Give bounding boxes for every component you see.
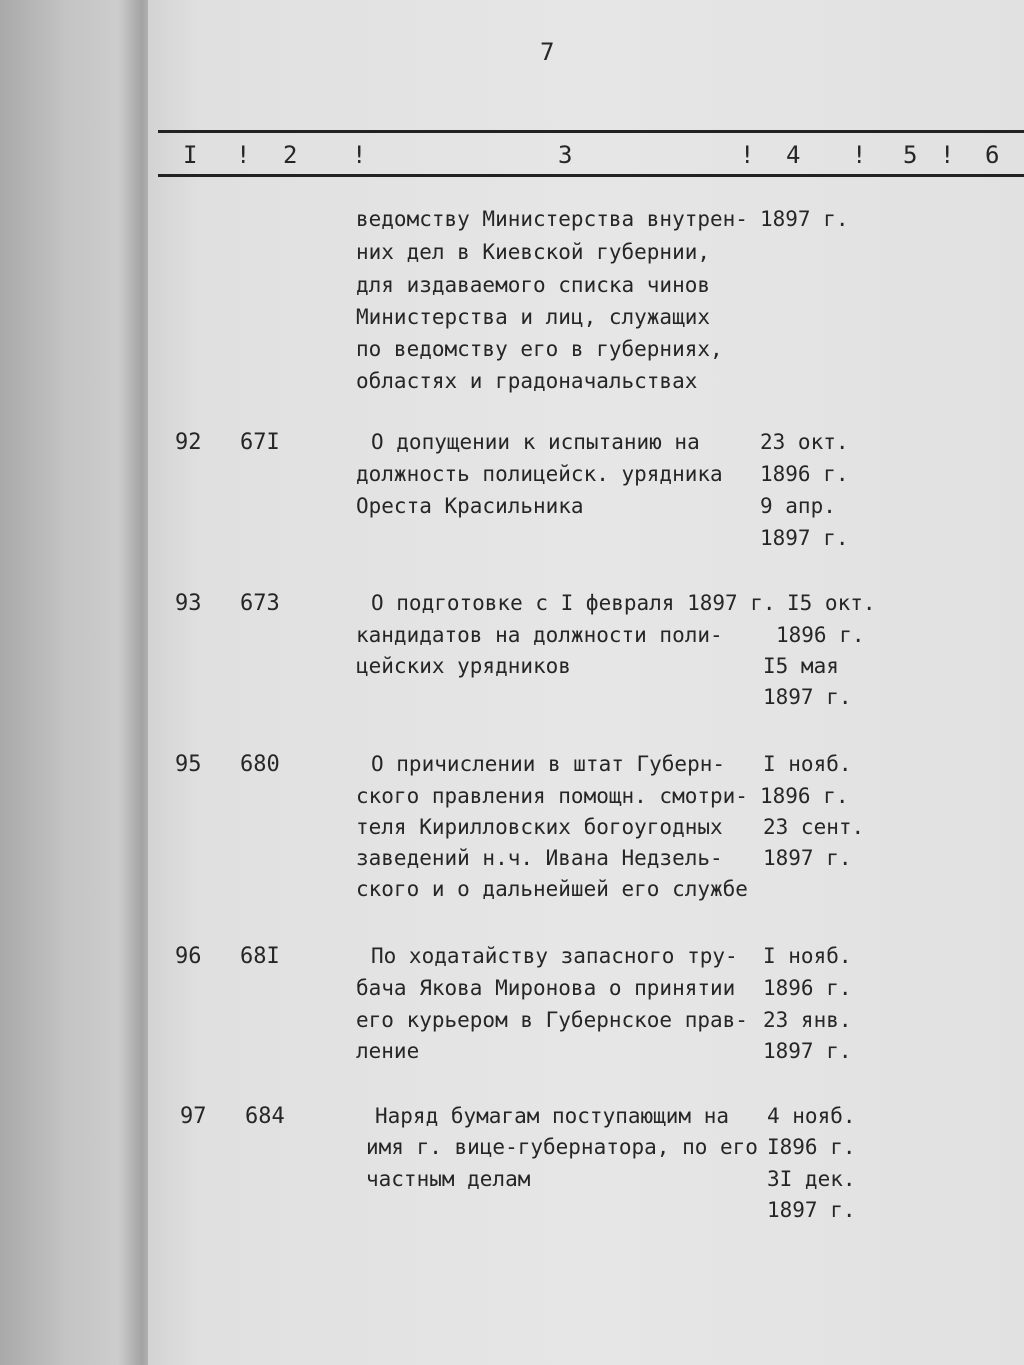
entry-title-line: ского правления помощн. смотри-	[356, 784, 748, 808]
entry-date: 1896 г.	[760, 784, 849, 808]
entry-date: I896 г.	[767, 1135, 856, 1159]
entry-title-line: О причислении в штат Губерн-	[371, 752, 726, 776]
entry-title-line: бача Якова Миронова о принятии	[356, 976, 736, 1000]
header-col-5: 5	[903, 141, 918, 169]
entry-title-line: ведомству Министерства внутрен-	[356, 207, 748, 231]
entry-title-line: теля Кирилловских богоугодных	[356, 815, 723, 839]
header-separator: !	[940, 141, 955, 169]
entry-title-line: для издаваемого списка чинов	[356, 273, 711, 297]
entry-title-line: Ореста Красильника	[356, 494, 584, 518]
entry-date: 1896 г.	[776, 623, 865, 647]
entry-title-line: кандидатов на должности поли-	[356, 623, 723, 647]
entry-date: 3I дек.	[767, 1167, 856, 1191]
entry-title-line: областях и градоначальствах	[356, 369, 698, 393]
entry-date: 1896 г.	[760, 462, 849, 486]
header-col-2: 2	[283, 141, 298, 169]
entry-date: 1897 г.	[763, 846, 852, 870]
entry-date: 23 сент.	[763, 815, 865, 839]
entry-date: 1897 г.	[760, 526, 849, 550]
entry-date: 9 апр.	[760, 494, 836, 518]
header-separator: !	[352, 141, 367, 169]
entry-title-line: частным делам	[366, 1167, 531, 1191]
entry-number: 93	[175, 591, 202, 616]
entry-title-line: О допущении к испытанию на	[371, 430, 700, 454]
entry-title-line: имя г. вице-губернатора, по его	[366, 1135, 758, 1159]
entry-doc-number: 67I	[240, 430, 280, 455]
header-col-3: 3	[558, 141, 573, 169]
entry-number: 92	[175, 430, 202, 455]
entry-date: 4 нояб.	[767, 1104, 856, 1128]
entry-title-line: по ведомству его в губерниях,	[356, 337, 723, 361]
entry-title-line: О подготовке с I февраля 1897 г.	[371, 591, 776, 615]
entry-number: 96	[175, 944, 202, 969]
entry-date: I нояб.	[763, 944, 852, 968]
entry-title-line: Наряд бумагам поступающим на	[375, 1104, 730, 1128]
entry-title-line: них дел в Киевской губернии,	[356, 240, 711, 264]
header-col-4: 4	[786, 141, 801, 169]
entry-doc-number: 684	[245, 1104, 285, 1129]
entry-date: I5 мая	[763, 654, 839, 678]
entry-number: 95	[175, 752, 202, 777]
entry-date: 1897 г.	[763, 1039, 852, 1063]
entry-title-line: Министерства и лиц, служащих	[356, 305, 711, 329]
entry-title-line: ского и о дальнейшей его службе	[356, 877, 748, 901]
entry-title-line: должность полицейск. урядника	[356, 462, 723, 486]
header-rule-top	[158, 130, 1024, 133]
header-col-6: 6	[985, 141, 1000, 169]
entry-title-line: его курьером в Губернское прав-	[356, 1008, 748, 1032]
header-rule-bottom	[158, 174, 1024, 177]
header-col-1: I	[183, 141, 198, 169]
entry-title-line: ление	[356, 1039, 420, 1063]
entry-title-line: цейских урядников	[356, 654, 571, 678]
header-separator: !	[236, 141, 251, 169]
entry-date: 23 янв.	[763, 1008, 852, 1032]
entry-doc-number: 673	[240, 591, 280, 616]
entry-date: 1897 г.	[767, 1198, 856, 1222]
entry-doc-number: 68I	[240, 944, 280, 969]
entry-date: I нояб.	[763, 752, 852, 776]
header-separator: !	[740, 141, 755, 169]
entry-date: 1897 г.	[763, 685, 852, 709]
entry-date: 23 окт.	[760, 430, 849, 454]
page-number: 7	[540, 38, 555, 66]
entry-title-line: По ходатайству запасного тру-	[371, 944, 738, 968]
entry-date: I5 окт.	[787, 591, 876, 615]
entry-title-line: заведений н.ч. Ивана Недзель-	[356, 846, 723, 870]
entry-date: 1896 г.	[763, 976, 852, 1000]
entry-doc-number: 680	[240, 752, 280, 777]
entry-date: 1897 г.	[760, 207, 849, 231]
entry-number: 97	[180, 1104, 207, 1129]
header-separator: !	[852, 141, 867, 169]
